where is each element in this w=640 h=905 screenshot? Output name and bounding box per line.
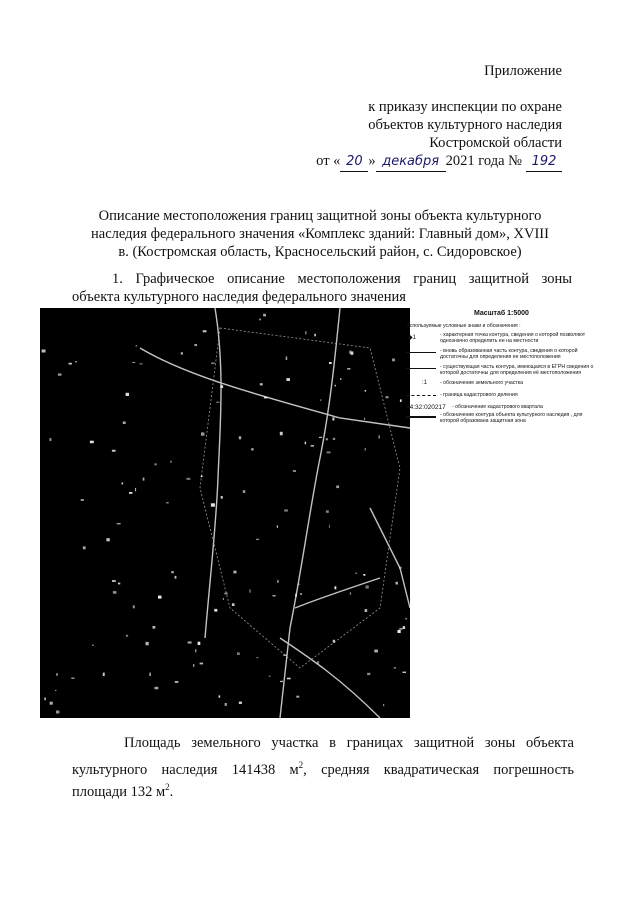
map-building-speck — [249, 589, 250, 592]
map-building-speck — [153, 626, 156, 629]
date-year: 2021 года № — [445, 153, 522, 169]
map-building-speck — [56, 711, 59, 714]
area-line-1: Площадь земельного участка в границах защитной зоны объекта — [124, 735, 574, 751]
map-building-speck — [129, 492, 132, 494]
map-building-speck — [175, 681, 179, 683]
map-building-speck — [340, 378, 342, 380]
area-sup: 2 — [298, 760, 304, 770]
legend-item-text: - граница кадастрового деления — [440, 392, 518, 398]
document-title-line-1: Описание местоположения границ защитной зоны объекта культурного — [98, 208, 542, 224]
map-building-speck — [133, 605, 135, 608]
map-building-speck — [363, 574, 365, 576]
area-line-2 — [72, 756, 574, 779]
map-building-speck — [277, 580, 278, 583]
map-building-speck — [211, 362, 215, 364]
map-building-speck — [300, 593, 302, 595]
map-building-speck — [132, 362, 135, 363]
map-building-speck — [260, 383, 263, 385]
map-building-speck — [122, 482, 124, 484]
map-building-speck — [149, 673, 151, 676]
map-building-speck — [126, 635, 128, 637]
map-legend — [404, 308, 604, 458]
order-line-2: объектов культурного наследия — [368, 117, 562, 133]
map-building-speck — [171, 571, 174, 573]
map-building-speck — [293, 470, 296, 472]
map-building-speck — [283, 655, 286, 656]
date-prefix: от « — [316, 153, 341, 169]
map-building-speck — [333, 438, 335, 440]
map-building-speck — [112, 580, 116, 582]
map-building-speck — [195, 649, 196, 652]
map-building-speck — [280, 681, 283, 682]
map-building-speck — [201, 432, 204, 435]
map-building-speck — [50, 702, 53, 705]
map-building-speck — [386, 396, 389, 398]
map-building-speck — [351, 352, 354, 355]
legend-symbol-cadastral-division — [406, 395, 436, 396]
section-1-line-1: 1. Графическое описание местоположения границ защитной зоны — [112, 271, 572, 287]
map-building-speck — [365, 448, 366, 451]
map-building-speck — [211, 503, 215, 506]
area-text-b: , средняя квадратическая погрешность — [303, 761, 574, 778]
map-building-speck — [239, 702, 242, 704]
legend-symbol-point: ◆1 — [408, 335, 416, 341]
map-building-speck — [103, 673, 105, 676]
map-building-speck — [256, 539, 259, 540]
date-day-handwritten: 20 — [340, 153, 368, 172]
map-building-speck — [139, 363, 142, 364]
map-building-speck — [333, 640, 335, 643]
map-building-speck — [181, 352, 183, 354]
map-building-speck — [365, 609, 368, 612]
legend-symbol-quarter: 44:32:020217 — [406, 404, 446, 411]
area-text-d: . — [169, 783, 174, 800]
map-building-speck — [200, 663, 204, 665]
map-building-speck — [367, 673, 370, 675]
map-building-speck — [305, 442, 306, 445]
map-building-speck — [203, 330, 207, 332]
map-building-speck — [329, 525, 330, 528]
map-building-speck — [71, 678, 74, 679]
map-building-speck — [118, 583, 120, 585]
map-building-speck — [365, 390, 366, 392]
map-imagery — [40, 308, 410, 718]
legend-item-text: - обозначение кадастрового квартала — [452, 404, 543, 410]
map-building-speck — [374, 650, 378, 653]
map-building-speck — [170, 461, 172, 463]
map-building-speck — [319, 437, 322, 438]
legend-item-text: - характерная точка контура, сведения о которой позволяют однозначно определить ее на местности — [440, 332, 586, 344]
legend-item-text: - обозначение контура объекта культурного наследия , для которой образована защитная зона — [440, 412, 583, 424]
map-building-speck — [296, 696, 299, 698]
map-building-speck — [146, 642, 149, 645]
map-building-speck — [403, 626, 405, 629]
map-building-speck — [123, 422, 126, 425]
map-building-speck — [158, 596, 162, 599]
map-building-speck — [224, 593, 227, 595]
map-building-speck — [113, 591, 117, 594]
aerial-map — [40, 308, 410, 718]
area-line-3 — [72, 778, 173, 801]
legend-symbol-new-line — [406, 352, 436, 353]
map-building-speck — [193, 664, 194, 667]
order-date-line — [316, 152, 562, 172]
map-building-speck — [405, 618, 407, 619]
map-building-speck — [126, 393, 129, 396]
map-building-speck — [320, 400, 322, 401]
map-building-speck — [251, 448, 253, 450]
map-building-speck — [223, 598, 224, 600]
map-building-speck — [399, 628, 402, 630]
map-building-speck — [90, 441, 94, 444]
map-building-speck — [136, 345, 138, 346]
map-building-speck — [135, 488, 136, 491]
map-building-speck — [366, 585, 369, 588]
map-building-speck — [280, 432, 283, 436]
map-building-speck — [286, 378, 290, 381]
map-building-speck — [81, 499, 84, 501]
map-building-speck — [175, 576, 177, 579]
area-sup: 2 — [165, 782, 170, 792]
map-building-speck — [154, 463, 156, 465]
map-building-speck — [347, 368, 350, 369]
map-building-speck — [237, 652, 240, 655]
map-building-speck — [326, 510, 329, 512]
map-building-speck — [284, 509, 288, 511]
legend-item-text: - обозначение земельного участка — [440, 380, 524, 386]
map-building-speck — [225, 703, 227, 706]
date-month-handwritten: декабря — [376, 153, 446, 172]
map-building-speck — [259, 319, 261, 321]
order-line-1: к приказу инспекции по охране — [368, 99, 562, 115]
order-number-handwritten: 192 — [526, 153, 562, 172]
map-building-speck — [233, 571, 236, 574]
map-building-speck — [298, 584, 300, 585]
map-building-speck — [335, 385, 336, 387]
map-building-speck — [364, 418, 365, 420]
map-building-speck — [50, 438, 52, 441]
map-building-speck — [400, 399, 402, 402]
legend-symbol-heritage-contour — [406, 416, 436, 418]
map-building-speck — [398, 630, 401, 633]
map-building-speck — [264, 397, 268, 399]
order-line-3: Костромской области — [429, 135, 562, 151]
map-building-speck — [379, 435, 380, 438]
map-building-speck — [194, 344, 197, 346]
appendix-label: Приложение — [484, 63, 562, 79]
map-building-speck — [188, 641, 192, 643]
legend-scale: Масштаб 1:5000 — [474, 310, 529, 317]
map-building-speck — [117, 523, 121, 524]
map-building-speck — [92, 645, 94, 646]
map-building-speck — [69, 363, 72, 365]
map-building-speck — [187, 478, 191, 480]
map-building-speck — [336, 486, 339, 489]
map-building-speck — [383, 704, 384, 706]
legend-item-text: - существующая часть контура, имеющаяся в ЕГРН сведения о которой достаточны для определения её местоположения — [440, 364, 594, 376]
map-building-speck — [42, 350, 46, 353]
legend-header: Используемые условные знаки и обозначения : — [406, 323, 521, 329]
map-building-speck — [221, 496, 223, 499]
map-building-speck — [269, 676, 271, 677]
map-building-speck — [219, 695, 221, 697]
map-building-speck — [232, 603, 235, 606]
map-building-speck — [311, 445, 314, 447]
document-title-line-2: наследия федерального значения «Комплекс зданий: Главный дом», XVIII — [91, 226, 549, 242]
map-building-speck — [216, 402, 219, 403]
map-building-speck — [399, 567, 401, 569]
map-building-speck — [332, 417, 334, 420]
map-building-speck — [239, 436, 241, 439]
map-building-speck — [257, 657, 259, 658]
map-building-speck — [58, 374, 62, 376]
legend-symbol-existing-line — [406, 368, 436, 369]
map-building-speck — [396, 582, 398, 585]
map-building-speck — [220, 385, 223, 388]
map-building-speck — [326, 438, 328, 440]
map-building-speck — [56, 673, 57, 675]
map-building-speck — [75, 361, 76, 362]
map-building-speck — [305, 331, 306, 334]
map-building-speck — [295, 594, 297, 597]
map-building-speck — [83, 546, 86, 549]
legend-symbol-parcel: :1 — [422, 380, 428, 386]
map-building-speck — [106, 538, 109, 541]
area-text-c: площади 132 м — [72, 783, 166, 800]
map-building-speck — [286, 357, 288, 361]
map-building-speck — [287, 678, 291, 680]
map-building-speck — [214, 609, 217, 612]
map-building-speck — [392, 359, 395, 362]
legend-item-text: - вновь образованная часть контура, сведения о которой достаточны для определения ее местоположения — [440, 348, 578, 360]
map-building-speck — [355, 573, 357, 574]
map-building-speck — [166, 502, 169, 503]
map-building-speck — [403, 672, 407, 673]
map-building-speck — [263, 314, 266, 317]
map-building-speck — [314, 334, 316, 337]
map-building-speck — [335, 586, 337, 589]
map-building-speck — [55, 690, 57, 691]
map-building-speck — [44, 698, 45, 701]
map-building-speck — [327, 452, 331, 454]
date-mid: » — [368, 153, 376, 169]
document-title-line-3: в. (Костромская область, Красносельский район, с. Сидоровское) — [118, 244, 522, 260]
map-building-speck — [155, 687, 159, 690]
map-building-speck — [112, 450, 116, 452]
map-building-speck — [277, 525, 278, 527]
map-building-speck — [198, 642, 201, 645]
map-building-speck — [329, 362, 332, 364]
area-text-a: культурного наследия 141438 м — [72, 761, 299, 778]
map-building-speck — [243, 490, 246, 493]
section-1-line-2: объекта культурного наследия федерального значения — [72, 289, 406, 305]
map-building-speck — [394, 667, 396, 669]
map-building-speck — [143, 478, 145, 481]
map-building-speck — [201, 476, 203, 478]
map-building-speck — [317, 661, 319, 663]
map-building-speck — [350, 592, 351, 595]
map-building-speck — [273, 595, 276, 597]
